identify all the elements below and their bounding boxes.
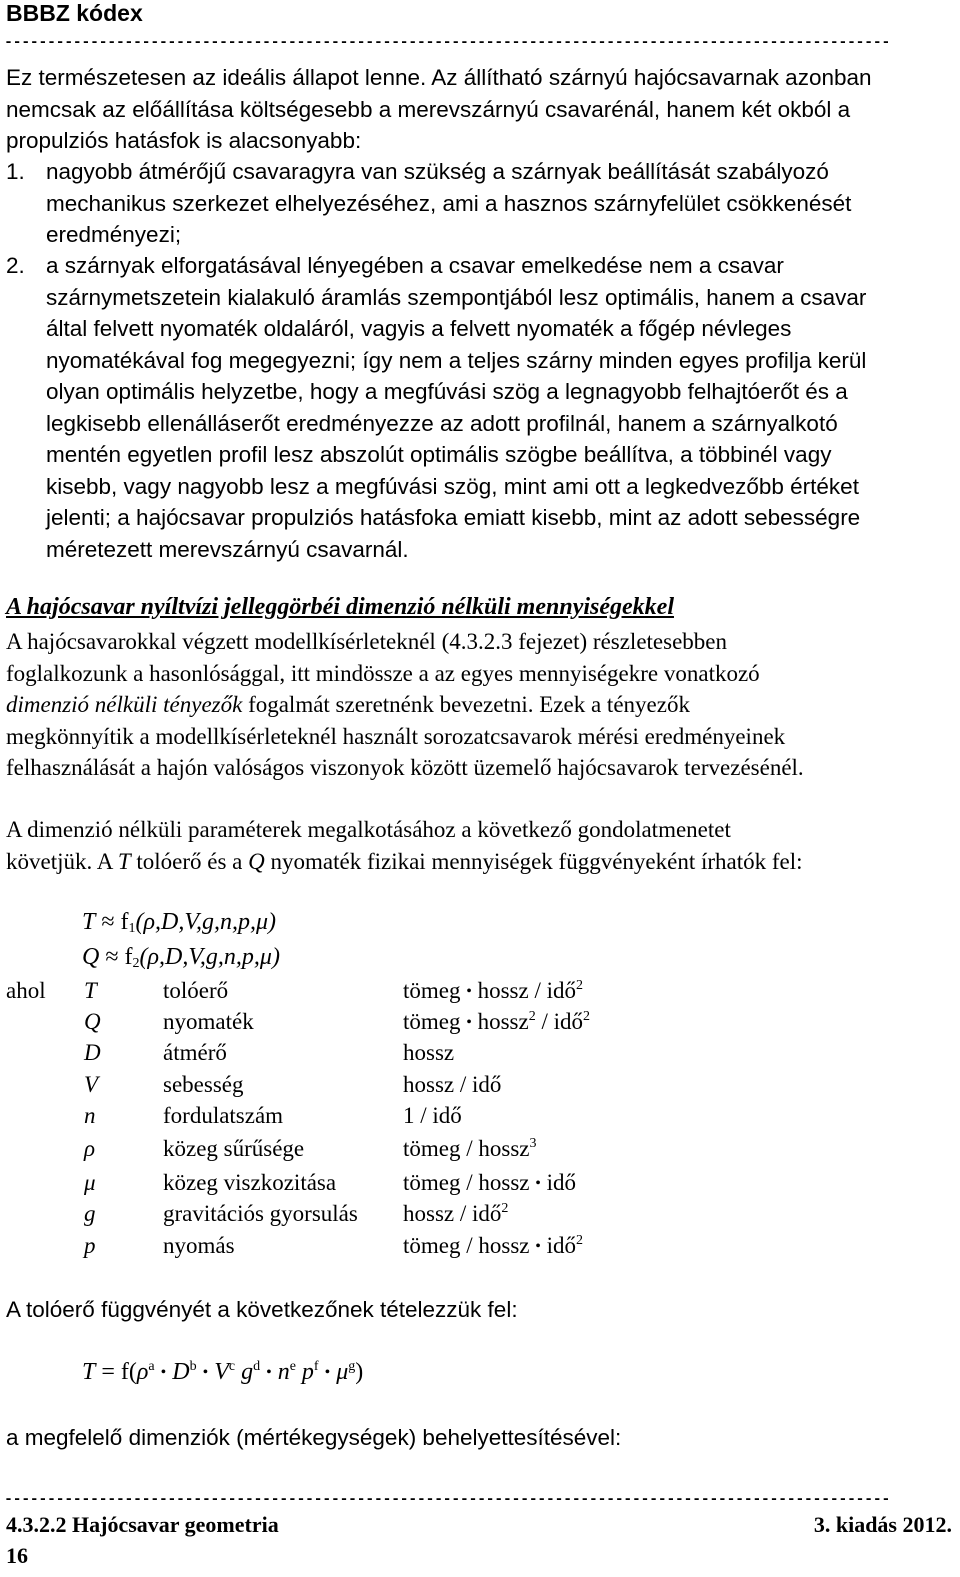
variable-name: gravitációs gyorsulás <box>163 1201 358 1226</box>
subscript: 2 <box>132 956 140 971</box>
symbol-mu: μ <box>336 1359 349 1385</box>
unit-text: hossz / idő <box>403 1201 502 1226</box>
italic-term: dimenzió nélküli tényezők <box>6 692 243 717</box>
unit-text: idő <box>546 1233 576 1258</box>
formula-close: ) <box>355 1359 364 1385</box>
paragraph-text: tolóerő és a <box>130 848 249 874</box>
footer-rule: ------------------------------------------------------------------------------------------------------- <box>4 1491 890 1508</box>
exponent: a <box>148 1359 155 1374</box>
exponent: b <box>189 1359 197 1374</box>
variable-symbol: μ <box>84 1170 96 1195</box>
variable-name: közeg viszkozitása <box>163 1170 337 1195</box>
intro-line: nemcsak az előállítása költségesebb a merevszárnyú csavarénál, hanem két okból a <box>6 96 851 122</box>
variable-name: nyomaték <box>163 1009 254 1034</box>
variable-name: átmérő <box>163 1040 227 1065</box>
list-item-line: olyan optimális helyzetbe, hogy a megfúvási szög a legnagyobb felhajtóerőt és a <box>46 379 848 404</box>
section-paragraph <box>6 626 804 784</box>
symbol-n: n <box>277 1359 290 1385</box>
list-item-number: 2. <box>6 253 25 278</box>
unit-exponent: 2 <box>501 1201 509 1216</box>
list-item-line: nagyobb átmérőjű csavaragyra van szükség a szárnyak beállítását szabályozó <box>46 159 829 184</box>
paragraph-line: A hajócsavarokkal végzett modellkísérleteknél (4.3.2.3 fejezet) részletesebben <box>6 629 727 654</box>
paragraph-line: felhasználását a hajón valóságos viszonyok között üzemelő hajócsavarok tervezésénél. <box>6 755 804 780</box>
page-number: 16 <box>6 1543 28 1568</box>
subscript: 1 <box>128 921 136 936</box>
unit-exponent: 3 <box>529 1136 537 1151</box>
variable-unit <box>403 1170 576 1196</box>
paragraph-text: fogalmát szeretnénk bevezetni. Ezek a tényezők <box>242 692 690 717</box>
list-item-line: jelenti; a hajócsavar propulziós hatásfoka emiatt kisebb, mint az adott sebességre <box>46 505 861 530</box>
dot-operator: • <box>324 1364 331 1381</box>
list-item-line: méretezett merevszárnyú csavarnál. <box>46 536 409 562</box>
dot-operator: • <box>160 1364 167 1381</box>
function-name: f <box>124 944 133 970</box>
variable-unit <box>403 1040 454 1066</box>
function-args: (ρ,D,V,g,n,p,μ) <box>135 909 276 935</box>
section-heading: A hajócsavar nyíltvízi jelleggörbéi dimenzió nélküli mennyiségekkel <box>6 594 674 620</box>
variable-symbol: ρ <box>84 1136 96 1161</box>
variable-name: fordulatszám <box>163 1103 284 1128</box>
thrust-intro: A tolóerő függvényét a következőnek tételezzük fel: <box>6 1297 518 1322</box>
paragraph-line: foglalkozunk a hasonlósággal, itt mindössze a az egyes mennyiségekre vonatkozó <box>6 660 760 686</box>
symbol-D: D <box>172 1359 190 1385</box>
unit-text: idő <box>546 1170 576 1195</box>
thrust-after: a megfelelő dimenziók (mértékegységek) behelyettesítésével: <box>6 1425 622 1450</box>
unit-text: hossz / idő <box>477 978 576 1003</box>
approx-sign: ≈ <box>101 909 115 935</box>
variable-unit <box>403 1136 537 1162</box>
formula-thrust <box>82 909 276 937</box>
variable-unit <box>403 1233 583 1259</box>
variable-unit <box>403 1072 501 1098</box>
symbol-g: g <box>241 1359 254 1385</box>
formula-lhs: Q <box>82 944 100 970</box>
list-item-line: szárnymetszetein kialakuló áramlás szempontjából lesz optimális, hanem a csavar <box>46 284 867 310</box>
unit-text: / idő <box>535 1009 584 1034</box>
exponent: c <box>228 1359 236 1374</box>
paragraph-text: nyomaték fizikai mennyiségek függvényeként írhatók fel: <box>264 848 803 874</box>
formula-lhs: T <box>82 1359 96 1385</box>
variable-name: tolóerő <box>163 978 229 1003</box>
variable-unit <box>403 1103 462 1129</box>
variable-unit <box>403 1009 590 1035</box>
variable-symbol: n <box>84 1103 96 1128</box>
footer-edition: 3. kiadás 2012. <box>813 1512 952 1537</box>
unit-text: tömeg <box>403 978 461 1003</box>
list-item-line: mentén egyetlen profil lesz abszolút optimális szögbe beállítva, a többinél vagy <box>46 442 832 467</box>
dot-operator: • <box>202 1364 209 1381</box>
symbol-rho: ρ <box>136 1359 149 1385</box>
function-args: (ρ,D,V,g,n,p,μ) <box>139 944 280 970</box>
dot-operator: • <box>535 1175 541 1192</box>
variable-name: közeg sűrűsége <box>163 1136 305 1161</box>
paragraph-text: követjük. A <box>6 848 118 874</box>
unit-exponent: 2 <box>528 1009 536 1024</box>
paragraph-line: megkönnyítik a modellkísérleteknél használt sorozatcsavarok mérési eredményeinek <box>6 723 786 749</box>
variable-symbol: Q <box>84 1009 101 1034</box>
unit-exponent: 2 <box>576 978 583 993</box>
list-item-line: a szárnyak elforgatásával lényegében a csavar emelkedése nem a csavar <box>46 253 784 278</box>
dot-operator: • <box>266 1364 272 1381</box>
unit-text: tömeg / hossz <box>403 1233 530 1258</box>
page-header-title: BBBZ kódex <box>6 0 143 26</box>
thrust-formula <box>82 1359 363 1386</box>
variable-symbol: D <box>84 1040 101 1065</box>
symbol-T: T <box>117 848 131 874</box>
dot-operator: • <box>466 1014 472 1031</box>
unit-text: tömeg / hossz <box>403 1136 530 1161</box>
variable-unit <box>403 1201 508 1227</box>
list-item-line: kisebb, vagy nagyobb lesz a megfúvási szög, mint ami ott a legkedvezőbb értéket <box>46 473 859 499</box>
variable-symbol: V <box>84 1072 99 1097</box>
exponent: f <box>313 1359 319 1374</box>
dot-operator: • <box>535 1238 541 1255</box>
exponent: g <box>348 1359 356 1374</box>
unit-text: hossz <box>477 1009 529 1034</box>
dot-operator: • <box>466 983 472 1000</box>
formula-torque <box>82 944 280 972</box>
exponent: d <box>253 1359 261 1374</box>
symbol-V: V <box>214 1359 229 1385</box>
intro-line: propulziós hatásfok is alacsonyabb: <box>6 128 362 153</box>
variable-symbol: T <box>84 978 97 1003</box>
list-item-line: eredményezi; <box>46 222 182 247</box>
variable-symbol: p <box>84 1233 96 1258</box>
symbol-p: p <box>301 1359 314 1385</box>
function-name: f <box>120 909 129 935</box>
approx-sign: ≈ <box>105 944 119 970</box>
paragraph-line <box>6 689 804 721</box>
unit-text: tömeg / hossz <box>403 1170 530 1195</box>
footer-section: 4.3.2.2 Hajócsavar geometria <box>6 1512 279 1537</box>
intro-paragraph <box>6 62 872 157</box>
variable-name: sebesség <box>163 1072 244 1097</box>
variable-symbol: g <box>84 1201 96 1226</box>
list-item-number: 1. <box>6 159 25 184</box>
variable-unit <box>403 978 583 1004</box>
unit-text: 1 / idő <box>403 1103 462 1128</box>
list-item-line: nyomatékával fog megegyezni; így nem a teljes szárny minden egyes profilja kerül <box>46 347 867 373</box>
formula-lhs: T <box>82 909 96 935</box>
paragraph-line <box>6 846 803 878</box>
list-item-line: mechanikus szerkezet elhelyezéséhez, ami a hasznos szárnyfelület csökkenését <box>46 190 852 216</box>
ahol-label: ahol <box>6 978 46 1003</box>
unit-exponent: 2 <box>583 1009 591 1024</box>
intro-line: Ez természetesen az ideális állapot lenne. Az állítható szárnyú hajócsavarnak azonban <box>6 65 872 90</box>
list-item <box>46 250 866 565</box>
unit-exponent: 2 <box>576 1233 583 1248</box>
unit-text: tömeg <box>403 1009 461 1034</box>
paragraph-line: A dimenzió nélküli paraméterek megalkotásához a következő gondolatmenetet <box>6 817 731 842</box>
variable-name: nyomás <box>163 1233 235 1258</box>
exponent: e <box>289 1359 296 1374</box>
unit-text: hossz / idő <box>403 1072 502 1097</box>
symbol-Q: Q <box>248 848 265 874</box>
list-item <box>46 156 851 251</box>
formula-eq: = f( <box>95 1359 137 1385</box>
list-item-line: legkisebb ellenálláserőt eredményezze az adott profilnál, hanem a szárnyalkotó <box>46 410 838 436</box>
header-rule: ------------------------------------------------------------------------------------------------------- <box>4 34 890 51</box>
list-item-line: által felvett nyomaték oldaláról, vagyis a felvett nyomaték a főgép névleges <box>46 316 792 341</box>
section-paragraph-2 <box>6 814 803 877</box>
unit-text: hossz <box>403 1040 455 1065</box>
